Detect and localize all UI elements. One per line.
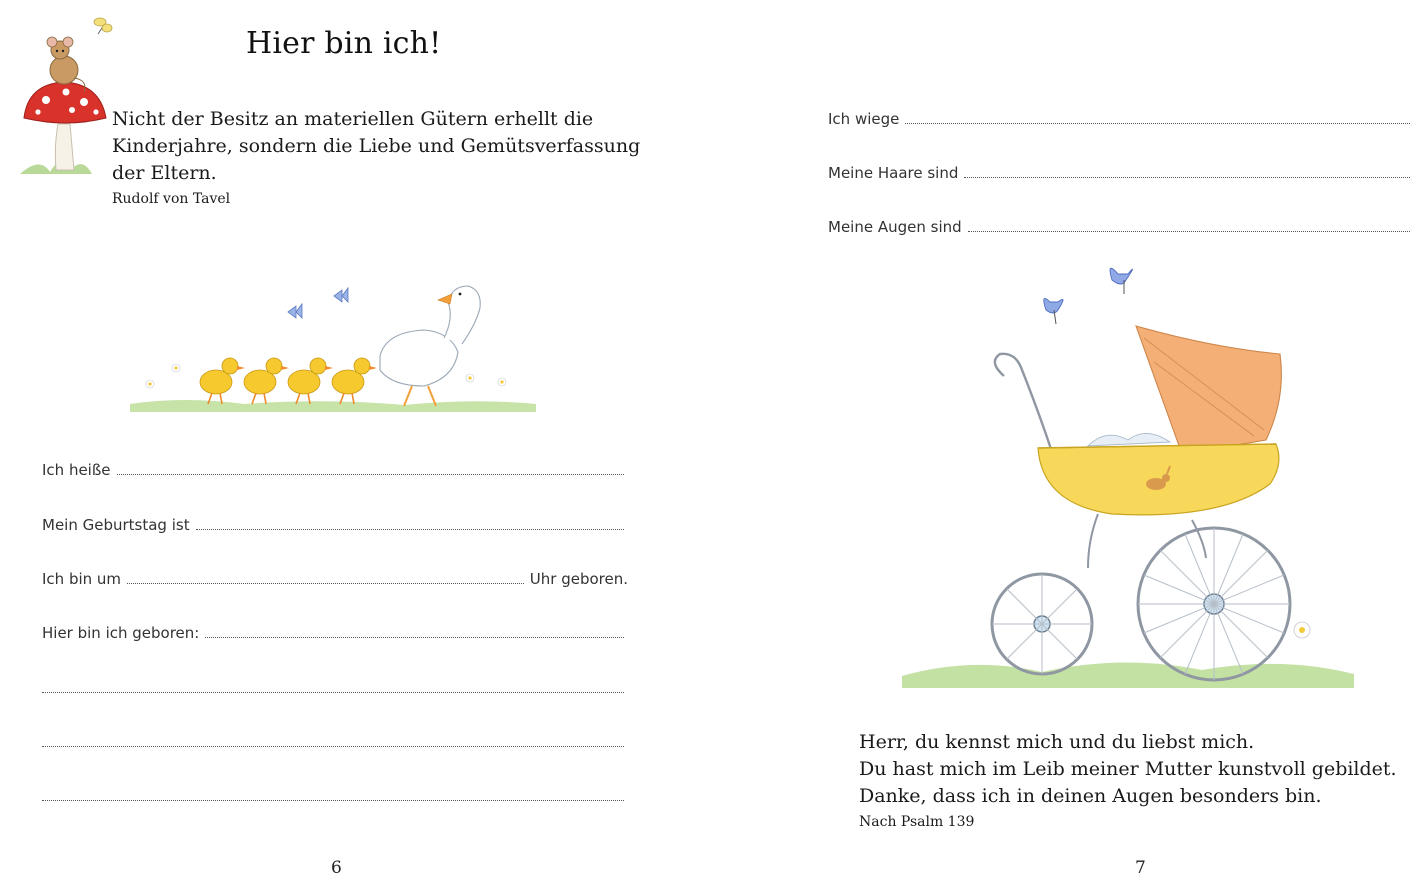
- duckling: [200, 358, 245, 404]
- birth-time-field[interactable]: [42, 569, 628, 591]
- page-number-right: 7: [1135, 858, 1146, 878]
- quote-text: Nicht der Besitz an materiellen Gütern erhellt die Kinderjahre, sondern die Liebe und Gemütsverfassung der Eltern.: [112, 108, 641, 184]
- hair-field[interactable]: [828, 163, 1410, 185]
- blank-line-dots[interactable]: [42, 732, 624, 747]
- butterfly-icon: [1044, 298, 1063, 324]
- baby-pram-illustration: [892, 258, 1362, 698]
- birth-time-suffix: Uhr geboren.: [529, 570, 628, 588]
- hair-line[interactable]: [964, 163, 1410, 178]
- name-field[interactable]: [42, 460, 624, 482]
- birthday-line[interactable]: [196, 515, 624, 530]
- duckling: [244, 358, 289, 404]
- name-label: Ich heiße: [42, 461, 111, 479]
- psalm-line: Du hast mich im Leib meiner Mutter kunstvoll gebildet.: [859, 758, 1397, 780]
- butterfly-icon: [288, 304, 302, 318]
- blank-line-dots[interactable]: [42, 678, 624, 693]
- birthplace-field[interactable]: [42, 623, 624, 645]
- psalm-line: Herr, du kennst mich und du liebst mich.: [859, 731, 1255, 753]
- psalm-line: Danke, dass ich in deinen Augen besonders bin.: [859, 785, 1322, 807]
- page-title: Hier bin ich!: [246, 26, 442, 61]
- blank-line[interactable]: [42, 732, 624, 754]
- birthplace-line[interactable]: [205, 623, 624, 638]
- weight-field[interactable]: [828, 109, 1410, 131]
- page-left: [0, 0, 707, 879]
- birthday-field[interactable]: [42, 515, 624, 537]
- psalm-reference: Nach Psalm 139: [859, 814, 975, 830]
- duckling: [332, 358, 377, 404]
- goose-with-ducklings-illustration: [124, 278, 544, 418]
- eyes-line[interactable]: [968, 217, 1410, 232]
- birthday-label: Mein Geburtstag ist: [42, 516, 190, 534]
- eyes-label: Meine Augen sind: [828, 218, 962, 236]
- butterfly-icon: [1110, 268, 1133, 294]
- weight-line[interactable]: [905, 109, 1410, 124]
- eyes-field[interactable]: [828, 217, 1410, 239]
- birth-time-label: Ich bin um: [42, 570, 122, 588]
- hair-label: Meine Haare sind: [828, 164, 959, 182]
- weight-label: Ich wiege: [828, 110, 900, 128]
- blank-line[interactable]: [42, 678, 624, 700]
- blank-line-dots[interactable]: [42, 786, 624, 801]
- butterfly-icon: [334, 288, 348, 302]
- front-wheel: [992, 574, 1092, 674]
- page-number-left: 6: [331, 858, 342, 878]
- rear-wheel: [1138, 528, 1290, 680]
- goose: [380, 286, 480, 406]
- birthplace-label: Hier bin ich geboren:: [42, 624, 200, 642]
- duckling: [288, 358, 333, 404]
- page-right: [707, 0, 1415, 879]
- butterfly-icon: [94, 18, 112, 34]
- name-line[interactable]: [117, 460, 624, 475]
- daisy-icon: [1294, 622, 1310, 638]
- psalm-text: [859, 729, 1415, 810]
- mouse-on-mushroom-illustration: [10, 6, 120, 186]
- birth-time-line[interactable]: [127, 569, 524, 584]
- quote-author: Rudolf von Tavel: [112, 191, 231, 207]
- blank-line[interactable]: [42, 786, 624, 808]
